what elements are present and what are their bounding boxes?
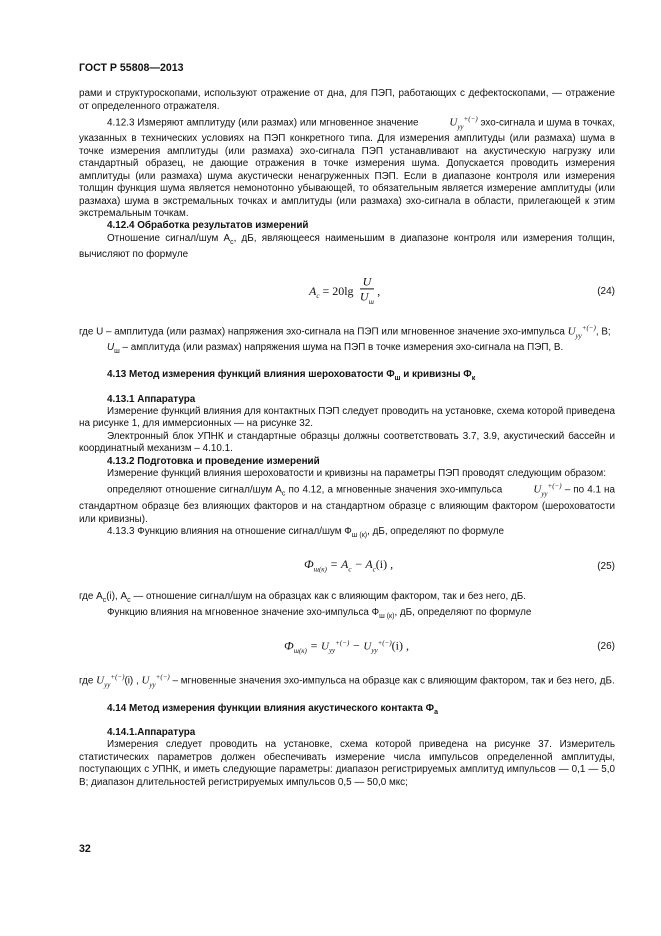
document-page [79, 62, 615, 789]
formula-24: $A_c = 20\lg$ $\frac{U}{U_ш}$ , (24) [309, 273, 615, 306]
heading-4-14-1: 4.14.1.Аппаратура [107, 726, 196, 738]
paragraph-4-12-3: 4.12.3 Измеряют амплитуду (или размах) или мгновенное значение $U_{уу}^{+(-)}$ эхо-сигнала и шума в точках, указанных в технических условиях на ПЭП конкретного типа. Для измерения амплитуды (или размаха) шума в точке измерения амплитуды (или размаха) эхо-сигнала ПЭП устанавливают на акустическую нагрузку или стандартный образец, не дающие отражения в точке измерения шума. Допускается проводить измерения амплитуды (или размаха) шума акустически ненагруженных ПЭП. Если в диапазоне контроля или измерения толщин функция шума является немонотонно убывающей, то обязательным является измерение амплитуды (или размаха) шума в экстремальных точках и амплитуды (или размаха) эхо-сигнала в области, прилегающей к этим экстремальным точкам. [79, 115, 615, 219]
paragraph-4-13-3: 4.13.3 Функцию влияния на отношение сигнал/шум $Ф_{ш (к)}$, дБ, определяют по формуле [107, 526, 504, 540]
paragraph-apparatus-acoustic: Измерения следует проводить на установке, схема которой приведена на рисунке 37. Измеритель статистических параметров должен обеспечивать измерение числа импульсов определенной амплитуды, поступающих с УПНК, и иметь следующие параметры: диапазон регистрируемых амплитуд импульсов — 0,1 — 5,0 В; диапазон длительностей регистрируемых импульсов 0,5 — 50,0 мкс; [79, 739, 615, 788]
paragraph-where-u: где U – амплитуда (или размах) напряжения эхо-сигнала на ПЭП или мгновенное значение эхо-импульса $U_{уу}^{+(-)}$, В; [79, 322, 615, 342]
paragraph-measurement-setup: Измерение функций влияния для контактных ПЭП следует проводить на установке, схема которой приведена на рисунке 1, для иммерсионных — на рисунке 32. [79, 405, 615, 430]
document-header: ГОСТ Р 55808—2013 [79, 62, 184, 74]
echo-impulse-symbol: $U_{уу}^{+(-)}$ [533, 482, 562, 499]
paragraph-signal-noise: Отношение сигнал/шум $A_с$, дБ, являющееся наименьшим в диапазоне контроля или измерения толщин, вычисляют по формуле [79, 232, 615, 261]
section-4-13: 4.13 Метод измерения функций влияния шероховатости $Ф_ш$ и кривизны $Ф_к$ [107, 369, 476, 383]
formula-26: $Ф_{ш(к)} = U_{уу}^{+(-)} - U_{уу}^{+(-)}(i)$ , (26) [284, 638, 615, 656]
paragraph-1: рами и структуроскопами, используют отражение от дна, для ПЭП, работающих с дефектоскопами, — отражение от определенного отражателя. [79, 88, 615, 112]
section-4-14: 4.14 Метод измерения функции влияния акустического контакта $Ф_а$ [107, 702, 438, 716]
paragraph-u-noise: $U_ш$ – амплитуда (или размах) напряжения шума на ПЭП в точке измерения эхо-сигнала на ПЭП, В. [107, 341, 564, 355]
heading-4-13-1: 4.13.1 Аппаратура [107, 393, 196, 405]
heading-4-12-4: 4.12.4 Обработка результатов измерений [107, 220, 309, 232]
paragraph-instant-value: Функцию влияния на мгновенное значение эхо-импульса $Ф_{ш (к)}$, дБ, определяют по формуле [107, 606, 532, 620]
paragraph-where-ac: где $A_с(i)$, $A_с$ — отношение сигнал/шум на образцах как с влияющим фактором, так и без него, дБ. [79, 590, 527, 604]
echo-impulse-symbol: $U_{уу}^{+(-)}$ [567, 323, 596, 340]
paragraph-influence-method: Измерение функций влияния шероховатости и кривизны на параметры ПЭП проводят следующим образом: [107, 467, 606, 479]
echo-impulse-symbol: $U_{уу}^{+(-)}$ [449, 115, 478, 132]
formula-25: $Ф_{ш(к)} = A_c - A_c(i)$ , (25) [304, 556, 615, 574]
page-number: 32 [79, 843, 91, 855]
formula-number: (24) [597, 285, 615, 297]
heading-4-13-2: 4.13.2 Подготовка и проведение измерений [107, 455, 320, 467]
paragraph-determine-ratio: определяют отношение сигнал/шум $A_с$ по 4.12, а мгновенные значения эхо-импульса $U_{уу}^{+(-)}$ – по 4.1 на стандартном образце без влияющих факторов и на стандартном образце с влияющим фактором (шероховатости или кривизны). [79, 482, 616, 525]
paragraph-where-uy: где $U_{уу}^{+(-)}(i)$ , $U_{уу}^{+(-)}$ – мгновенные значения эхо-импульса на образце как с влияющим фактором, так и без него, дБ. [79, 673, 615, 690]
formula-number: (26) [597, 641, 615, 653]
paragraph-electronic-block: Электронный блок УПНК и стандартные образцы должны соответствовать 3.7, 3.9, акустический бассейн и координатный механизм – 4.10.1. [79, 430, 615, 455]
formula-number: (25) [597, 560, 615, 572]
